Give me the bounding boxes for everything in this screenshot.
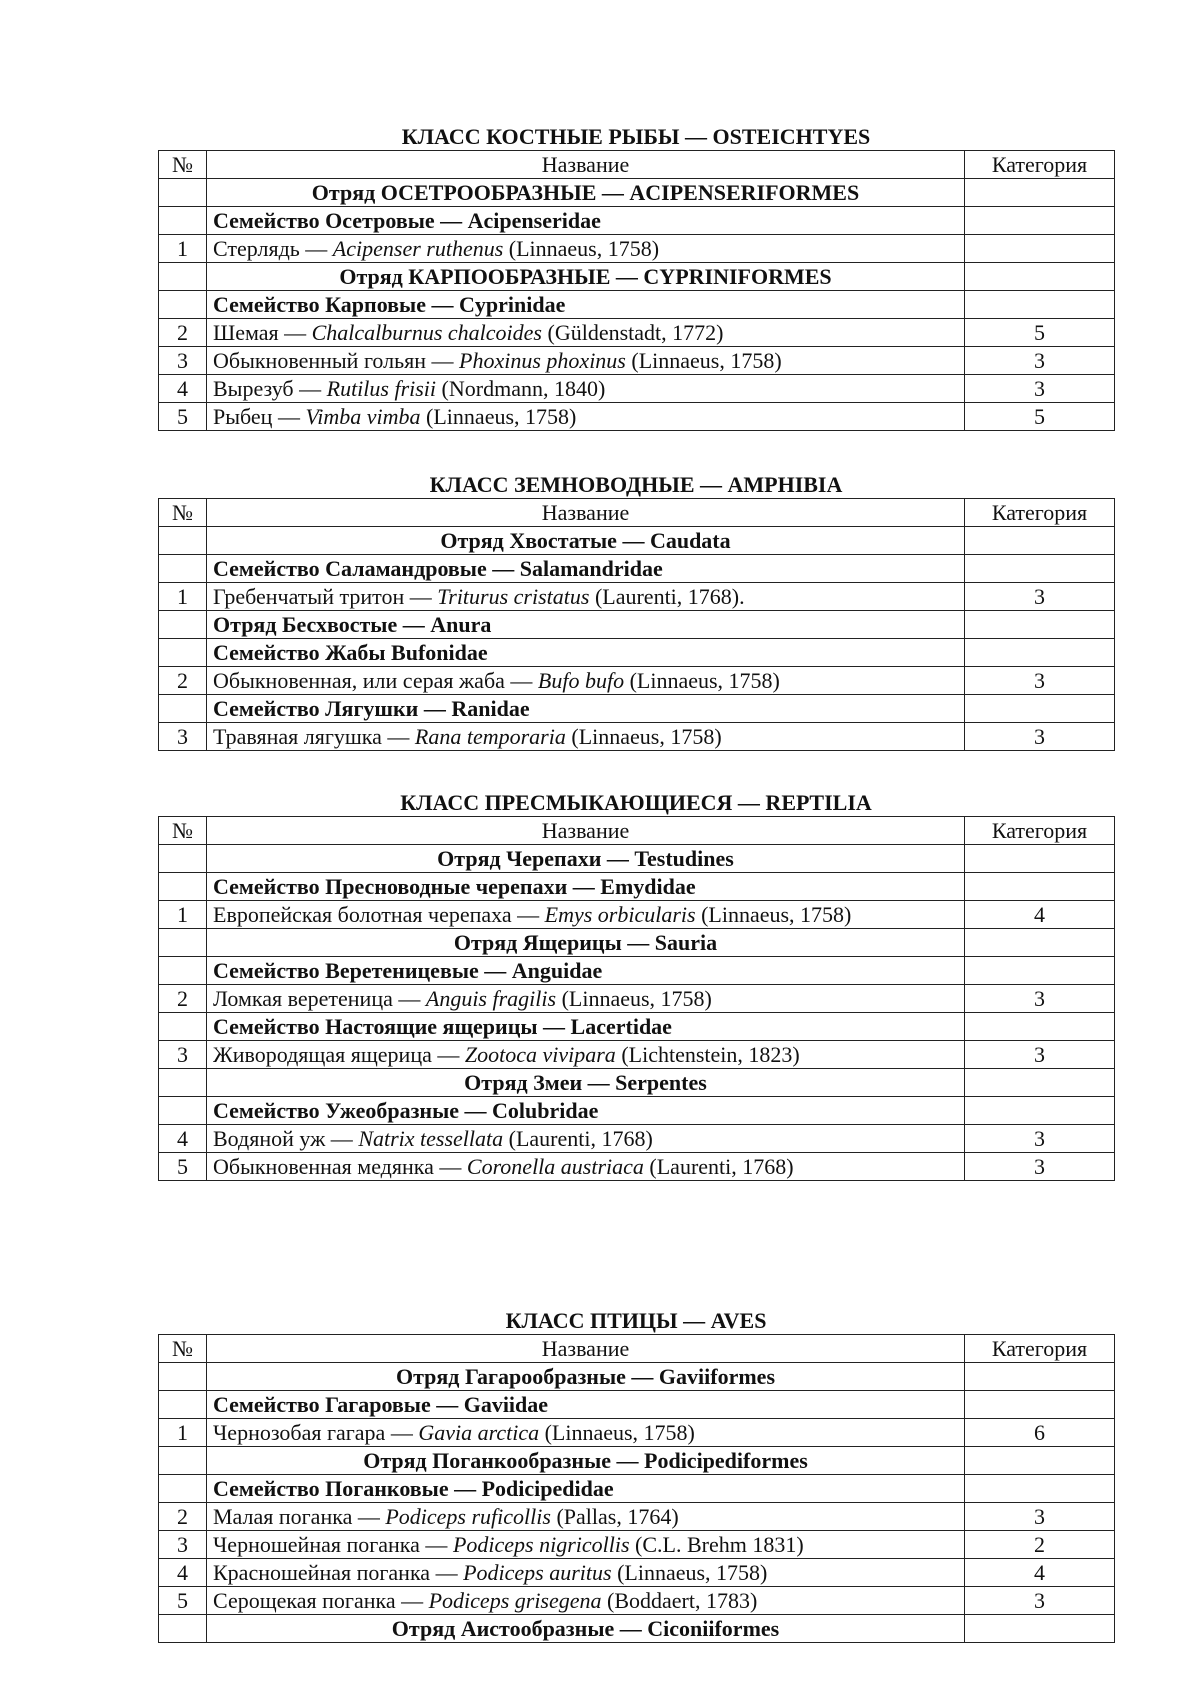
latin-name: Gavia arctica	[418, 1420, 540, 1445]
author-year: (Güldenstadt, 1772)	[542, 320, 724, 345]
order-name: Отряд ОСЕТРООБРАЗНЫЕ — ACIPENSERIFORMES	[207, 179, 965, 207]
latin-name: Coronella austriaca	[466, 1154, 644, 1179]
row-number-empty	[159, 1447, 207, 1475]
family-row	[159, 611, 1115, 639]
category-empty	[965, 1475, 1115, 1503]
author-year: (C.L. Brehm 1831)	[629, 1532, 804, 1557]
common-name: Травяная лягушка —	[213, 724, 415, 749]
common-name: Вырезуб —	[213, 376, 327, 401]
species-row	[159, 901, 1115, 929]
row-number-empty	[159, 1391, 207, 1419]
row-number-empty	[159, 845, 207, 873]
category-empty	[965, 1363, 1115, 1391]
category-empty	[965, 957, 1115, 985]
family-row	[159, 695, 1115, 723]
section-title: КЛАСС ЗЕМНОВОДНЫЕ — AMPHIBIA	[429, 472, 843, 497]
category-value: 3	[965, 1125, 1115, 1153]
common-name: Шемая —	[213, 320, 312, 345]
family-row	[159, 555, 1115, 583]
family-row	[159, 1097, 1115, 1125]
row-number-empty	[159, 527, 207, 555]
row-number: 3	[159, 347, 207, 375]
row-number-empty	[159, 929, 207, 957]
column-header-name: Название	[207, 499, 965, 527]
family-name: Семейство Осетровые — Acipenseridae	[207, 207, 965, 235]
column-header-category: Категория	[965, 499, 1115, 527]
latin-name: Podiceps auritus	[463, 1560, 612, 1585]
category-empty	[965, 1069, 1115, 1097]
species-row	[159, 1041, 1115, 1069]
latin-name: Rana temporaria	[414, 724, 566, 749]
category-empty	[965, 555, 1115, 583]
common-name: Обыкновенная, или серая жаба —	[213, 668, 538, 693]
row-number-empty	[159, 263, 207, 291]
species-table	[158, 1334, 1115, 1643]
row-number: 4	[159, 1125, 207, 1153]
order-name: Отряд Черепахи — Testudines	[207, 845, 965, 873]
common-name: Серощекая поганка —	[213, 1588, 429, 1613]
category-empty	[965, 1615, 1115, 1643]
category-empty	[965, 1391, 1115, 1419]
species-row	[159, 375, 1115, 403]
species-row	[159, 1587, 1115, 1615]
category-empty	[965, 845, 1115, 873]
column-header-num: №	[159, 151, 207, 179]
order-row	[159, 263, 1115, 291]
family-name: Семейство Лягушки — Ranidae	[207, 695, 965, 723]
species-name	[207, 403, 965, 431]
row-number: 3	[159, 723, 207, 751]
row-number: 2	[159, 667, 207, 695]
family-row	[159, 1391, 1115, 1419]
row-number: 4	[159, 1559, 207, 1587]
row-number-empty	[159, 1013, 207, 1041]
category-value: 6	[965, 1419, 1115, 1447]
order-name: Отряд Ящерицы — Sauria	[207, 929, 965, 957]
category-value: 3	[965, 1041, 1115, 1069]
category-empty	[965, 291, 1115, 319]
row-number: 4	[159, 375, 207, 403]
category-value: 5	[965, 319, 1115, 347]
species-name	[207, 1041, 965, 1069]
common-name: Стерлядь —	[213, 236, 333, 261]
order-name: Отряд Поганкообразные — Podicipediformes	[207, 1447, 965, 1475]
category-value: 4	[965, 901, 1115, 929]
species-name	[207, 667, 965, 695]
category-value: 3	[965, 985, 1115, 1013]
order-row	[159, 845, 1115, 873]
column-header-num: №	[159, 817, 207, 845]
row-number: 2	[159, 1503, 207, 1531]
latin-name: Vimba vimba	[305, 404, 421, 429]
category-empty	[965, 873, 1115, 901]
latin-name: Anguis fragilis	[425, 986, 557, 1011]
category-empty	[965, 179, 1115, 207]
species-name	[207, 1559, 965, 1587]
species-row	[159, 1503, 1115, 1531]
section-title: КЛАСС КОСТНЫЕ РЫБЫ — OSTEICHTYES	[401, 124, 871, 149]
column-header-num: №	[159, 499, 207, 527]
species-row	[159, 319, 1115, 347]
category-value: 3	[965, 375, 1115, 403]
section-title: КЛАСС ПТИЦЫ — AVES	[505, 1308, 767, 1333]
table-header-row	[159, 499, 1115, 527]
column-header-category: Категория	[965, 1335, 1115, 1363]
category-value: 5	[965, 403, 1115, 431]
family-row	[159, 1013, 1115, 1041]
species-table	[158, 150, 1115, 431]
order-name: Отряд КАРПООБРАЗНЫЕ — CYPRINIFORMES	[207, 263, 965, 291]
species-row	[159, 985, 1115, 1013]
order-name: Отряд Змеи — Serpentes	[207, 1069, 965, 1097]
row-number: 2	[159, 319, 207, 347]
family-name: Семейство Пресноводные черепахи — Emydidae	[207, 873, 965, 901]
row-number: 2	[159, 985, 207, 1013]
category-value: 3	[965, 1587, 1115, 1615]
family-name: Семейство Веретеницевые — Anguidae	[207, 957, 965, 985]
category-empty	[965, 695, 1115, 723]
row-number-empty	[159, 639, 207, 667]
row-number-empty	[159, 695, 207, 723]
common-name: Красношейная поганка —	[213, 1560, 464, 1585]
order-row	[159, 1069, 1115, 1097]
common-name: Рыбец —	[213, 404, 306, 429]
order-row	[159, 1615, 1115, 1643]
column-header-name: Название	[207, 151, 965, 179]
table-header-row	[159, 1335, 1115, 1363]
latin-name: Phoxinus phoxinus	[459, 348, 626, 373]
species-row	[159, 1153, 1115, 1181]
category-empty	[965, 207, 1115, 235]
latin-name: Natrix tessellata	[358, 1126, 504, 1151]
category-value: 3	[965, 1503, 1115, 1531]
order-row	[159, 179, 1115, 207]
latin-name: Acipenser ruthenus	[332, 236, 504, 261]
section-fish	[158, 124, 1114, 431]
author-year: (Boddaert, 1783)	[601, 1588, 758, 1613]
species-name	[207, 347, 965, 375]
species-name	[207, 1419, 965, 1447]
species-name	[207, 235, 965, 263]
category-empty	[965, 1097, 1115, 1125]
row-number-empty	[159, 207, 207, 235]
latin-name: Triturus cristatus	[437, 584, 590, 609]
section-title: КЛАСС ПРЕСМЫКАЮЩИЕСЯ — REPTILIA	[400, 790, 872, 815]
category-empty	[965, 263, 1115, 291]
column-header-num: №	[159, 1335, 207, 1363]
category-value: 3	[965, 347, 1115, 375]
species-name	[207, 375, 965, 403]
species-row	[159, 1125, 1115, 1153]
species-row	[159, 403, 1115, 431]
order-row	[159, 929, 1115, 957]
row-number: 1	[159, 901, 207, 929]
author-year: (Nordmann, 1840)	[436, 376, 606, 401]
category-empty	[965, 639, 1115, 667]
author-year: (Lichtenstein, 1823)	[615, 1042, 800, 1067]
row-number: 1	[159, 583, 207, 611]
table-header-row	[159, 817, 1115, 845]
row-number-empty	[159, 1363, 207, 1391]
family-name: Семейство Жабы Bufonidae	[207, 639, 965, 667]
species-row	[159, 723, 1115, 751]
author-year: (Laurenti, 1768)	[503, 1126, 653, 1151]
family-name: Семейство Саламандровые — Salamandridae	[207, 555, 965, 583]
section-reptiles	[158, 790, 1114, 1181]
row-number-empty	[159, 957, 207, 985]
species-table	[158, 498, 1115, 751]
row-number-empty	[159, 611, 207, 639]
column-header-name: Название	[207, 817, 965, 845]
latin-name: Rutilus frisii	[326, 376, 437, 401]
species-row	[159, 347, 1115, 375]
author-year: (Pallas, 1764)	[550, 1504, 679, 1529]
species-row	[159, 1531, 1115, 1559]
species-name	[207, 1531, 965, 1559]
row-number: 5	[159, 1587, 207, 1615]
family-row	[159, 957, 1115, 985]
order-row	[159, 1363, 1115, 1391]
category-empty	[965, 1447, 1115, 1475]
author-year: (Laurenti, 1768).	[589, 584, 745, 609]
species-row	[159, 583, 1115, 611]
common-name: Малая поганка —	[213, 1504, 386, 1529]
species-row	[159, 1559, 1115, 1587]
species-name	[207, 1587, 965, 1615]
family-row	[159, 1475, 1115, 1503]
row-number-empty	[159, 1069, 207, 1097]
latin-name: Podiceps ruficollis	[385, 1504, 551, 1529]
family-row	[159, 291, 1115, 319]
column-header-category: Категория	[965, 151, 1115, 179]
common-name: Обыкновенный гольян —	[213, 348, 460, 373]
species-name	[207, 1125, 965, 1153]
category-empty	[965, 527, 1115, 555]
row-number: 5	[159, 403, 207, 431]
row-number: 1	[159, 1419, 207, 1447]
family-row	[159, 873, 1115, 901]
order-name: Отряд Гагарообразные — Gaviiformes	[207, 1363, 965, 1391]
latin-name: Podiceps grisegena	[428, 1588, 602, 1613]
author-year: (Linnaeus, 1758)	[565, 724, 722, 749]
column-header-name: Название	[207, 1335, 965, 1363]
order-row	[159, 527, 1115, 555]
category-value: 3	[965, 723, 1115, 751]
species-row	[159, 667, 1115, 695]
row-number-empty	[159, 179, 207, 207]
row-number: 3	[159, 1041, 207, 1069]
species-name	[207, 723, 965, 751]
family-name: Семейство Гагаровые — Gaviidae	[207, 1391, 965, 1419]
common-name: Обыкновенная медянка —	[213, 1154, 467, 1179]
family-name: Отряд Бесхвостые — Anura	[207, 611, 965, 639]
table-header-row	[159, 151, 1115, 179]
family-name: Семейство Ужеобразные — Colubridae	[207, 1097, 965, 1125]
category-value: 4	[965, 1559, 1115, 1587]
category-empty	[965, 1013, 1115, 1041]
common-name: Чернозобая гагара —	[213, 1420, 419, 1445]
order-row	[159, 1447, 1115, 1475]
common-name: Гребенчатый тритон —	[213, 584, 438, 609]
author-year: (Linnaeus, 1758)	[556, 986, 712, 1011]
category-empty	[965, 929, 1115, 957]
category-value: 3	[965, 583, 1115, 611]
species-name	[207, 985, 965, 1013]
latin-name: Chalcalburnus chalcoides	[311, 320, 542, 345]
row-number: 1	[159, 235, 207, 263]
category-value: 2	[965, 1531, 1115, 1559]
order-name: Отряд Аистообразные — Ciconiiformes	[207, 1615, 965, 1643]
author-year: (Laurenti, 1768)	[643, 1154, 794, 1179]
species-name	[207, 1503, 965, 1531]
row-number-empty	[159, 1475, 207, 1503]
author-year: (Linnaeus, 1758)	[624, 668, 780, 693]
row-number-empty	[159, 555, 207, 583]
family-name: Семейство Поганковые — Podicipedidae	[207, 1475, 965, 1503]
species-name	[207, 901, 965, 929]
species-name	[207, 1153, 965, 1181]
family-row	[159, 207, 1115, 235]
common-name: Европейская болотная черепаха —	[213, 902, 545, 927]
row-number-empty	[159, 291, 207, 319]
family-name: Семейство Карповые — Cyprinidae	[207, 291, 965, 319]
author-year: (Linnaeus, 1758)	[695, 902, 852, 927]
author-year: (Linnaeus, 1758)	[503, 236, 660, 261]
author-year: (Linnaeus, 1758)	[420, 404, 577, 429]
column-header-category: Категория	[965, 817, 1115, 845]
category-value	[965, 235, 1115, 263]
species-name	[207, 319, 965, 347]
common-name: Водяной уж —	[213, 1126, 359, 1151]
species-row	[159, 235, 1115, 263]
family-row	[159, 639, 1115, 667]
common-name: Живородящая ящерица —	[213, 1042, 465, 1067]
category-value: 3	[965, 1153, 1115, 1181]
row-number: 3	[159, 1531, 207, 1559]
family-name: Семейство Настоящие ящерицы — Lacertidae	[207, 1013, 965, 1041]
latin-name: Zootoca vivipara	[464, 1042, 616, 1067]
common-name: Черношейная поганка —	[213, 1532, 453, 1557]
row-number-empty	[159, 1615, 207, 1643]
latin-name: Emys orbicularis	[544, 902, 696, 927]
latin-name: Podiceps nigricollis	[452, 1532, 630, 1557]
row-number-empty	[159, 873, 207, 901]
author-year: (Linnaeus, 1758)	[625, 348, 782, 373]
author-year: (Linnaeus, 1758)	[611, 1560, 768, 1585]
latin-name: Bufo bufo	[537, 668, 625, 693]
row-number: 5	[159, 1153, 207, 1181]
row-number-empty	[159, 1097, 207, 1125]
section-birds	[158, 1308, 1114, 1643]
species-table	[158, 816, 1115, 1181]
order-name: Отряд Хвостатые — Caudata	[207, 527, 965, 555]
common-name: Ломкая веретеница —	[213, 986, 426, 1011]
category-empty	[965, 611, 1115, 639]
species-row	[159, 1419, 1115, 1447]
species-name	[207, 583, 965, 611]
section-amphibians	[158, 472, 1114, 751]
author-year: (Linnaeus, 1758)	[539, 1420, 695, 1445]
category-value: 3	[965, 667, 1115, 695]
